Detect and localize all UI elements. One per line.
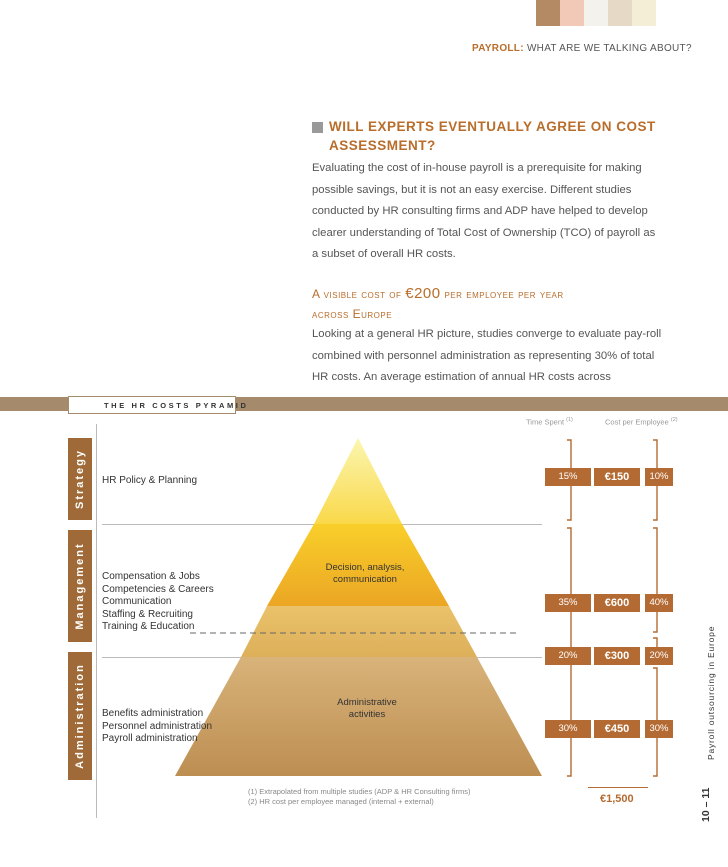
label-staffing: Staffing & Recruiting bbox=[102, 608, 193, 620]
side-running-title: Payroll outsourcing in Europe bbox=[706, 625, 716, 760]
cost-badge-management: €600 bbox=[594, 594, 640, 612]
share-badge-strategy: 10% bbox=[645, 468, 673, 486]
pyramid-tier-strategy bbox=[314, 438, 402, 524]
col-cost-label: Cost per Employee bbox=[605, 417, 671, 427]
share-badge-administration: 30% bbox=[645, 720, 673, 738]
page-number: 10 – 11 bbox=[700, 787, 712, 822]
tier-administration-label: Administration bbox=[74, 663, 86, 769]
header-rest: WHAT ARE WE TALKING ABOUT? bbox=[523, 43, 692, 54]
tier-management-label: Management bbox=[74, 542, 86, 630]
label-payroll: Payroll administration bbox=[102, 733, 198, 744]
share-badge-management: 40% bbox=[645, 594, 673, 612]
label-communication: Communication bbox=[102, 596, 172, 607]
pyramid-upper-line-2: communication bbox=[333, 574, 397, 585]
label-hr-policy: HR Policy & Planning bbox=[102, 475, 198, 486]
label-benefits: Benefits administration bbox=[102, 708, 204, 719]
subheading-amount: €200 bbox=[405, 285, 441, 302]
figure-title: THE HR COSTS PYRAMID bbox=[104, 401, 249, 410]
subheading-line2: across Europe bbox=[312, 307, 393, 321]
section-heading: WILL EXPERTS EVENTUALLY AGREE ON COST ASSESSMENT? bbox=[329, 119, 656, 153]
subheading-part-c: per employee per year bbox=[440, 287, 564, 301]
time-badge-administration: 30% bbox=[545, 720, 591, 738]
pyramid-upper-text bbox=[318, 562, 412, 586]
footnote-1: (1) Extrapolated from multiple studies (ADP & HR Consulting firms) bbox=[248, 787, 471, 796]
label-compensation: Compensation & Jobs bbox=[102, 571, 200, 582]
subheading-part-a: A visible cost of bbox=[312, 287, 406, 301]
share-badge-mgmt-lower: 20% bbox=[645, 647, 673, 665]
total-rule bbox=[588, 787, 648, 788]
tier-strategy-label: Strategy bbox=[74, 448, 86, 510]
subsection-body: Looking at a general HR picture, studies converge to evaluate pay-roll combined with personnel administration as representing 30% of total HR costs. An average estimation of annual HR costs across bbox=[312, 328, 662, 383]
management-labels bbox=[102, 571, 214, 634]
pyramid-upper-line-1: Decision, analysis, bbox=[325, 562, 405, 573]
section-body: Evaluating the cost of in-house payroll is a prerequisite for making possible savings, but it is not an easy exercise. Different studies conducted by HR consulting firms and ADP have helped to develop clearer understanding of Total Cost of Ownership (TCO) of payroll as a subset of overall HR costs. bbox=[312, 162, 656, 260]
pyramid-lower-line-2: activities bbox=[348, 709, 386, 720]
footnote-2: (2) HR cost per employee managed (internal + external) bbox=[248, 797, 434, 806]
pyramid-lower-text bbox=[320, 697, 414, 721]
total-cost: €1,500 bbox=[600, 793, 634, 805]
col-cost-note: (2) bbox=[670, 417, 678, 423]
cost-badge-mgmt-lower: €300 bbox=[594, 647, 640, 665]
cost-badge-strategy: €150 bbox=[594, 468, 640, 486]
strategy-labels bbox=[102, 475, 197, 488]
label-training: Training & Education bbox=[102, 621, 195, 632]
header-lead: PAYROLL: bbox=[472, 43, 524, 54]
pyramid-lower-line-1: Administrative bbox=[337, 697, 397, 708]
cost-badge-administration: €450 bbox=[594, 720, 640, 738]
col-time-note: (1) bbox=[566, 417, 573, 423]
col-time-label: Time Spent bbox=[526, 417, 567, 427]
time-badge-mgmt-lower: 20% bbox=[545, 647, 591, 665]
label-competencies: Competencies & Careers bbox=[102, 583, 214, 595]
label-personnel: Personnel administration bbox=[102, 720, 213, 732]
time-badge-strategy: 15% bbox=[545, 468, 591, 486]
pyramid-tier-management-lower bbox=[241, 606, 477, 657]
time-badge-management: 35% bbox=[545, 594, 591, 612]
administration-labels bbox=[102, 708, 212, 746]
